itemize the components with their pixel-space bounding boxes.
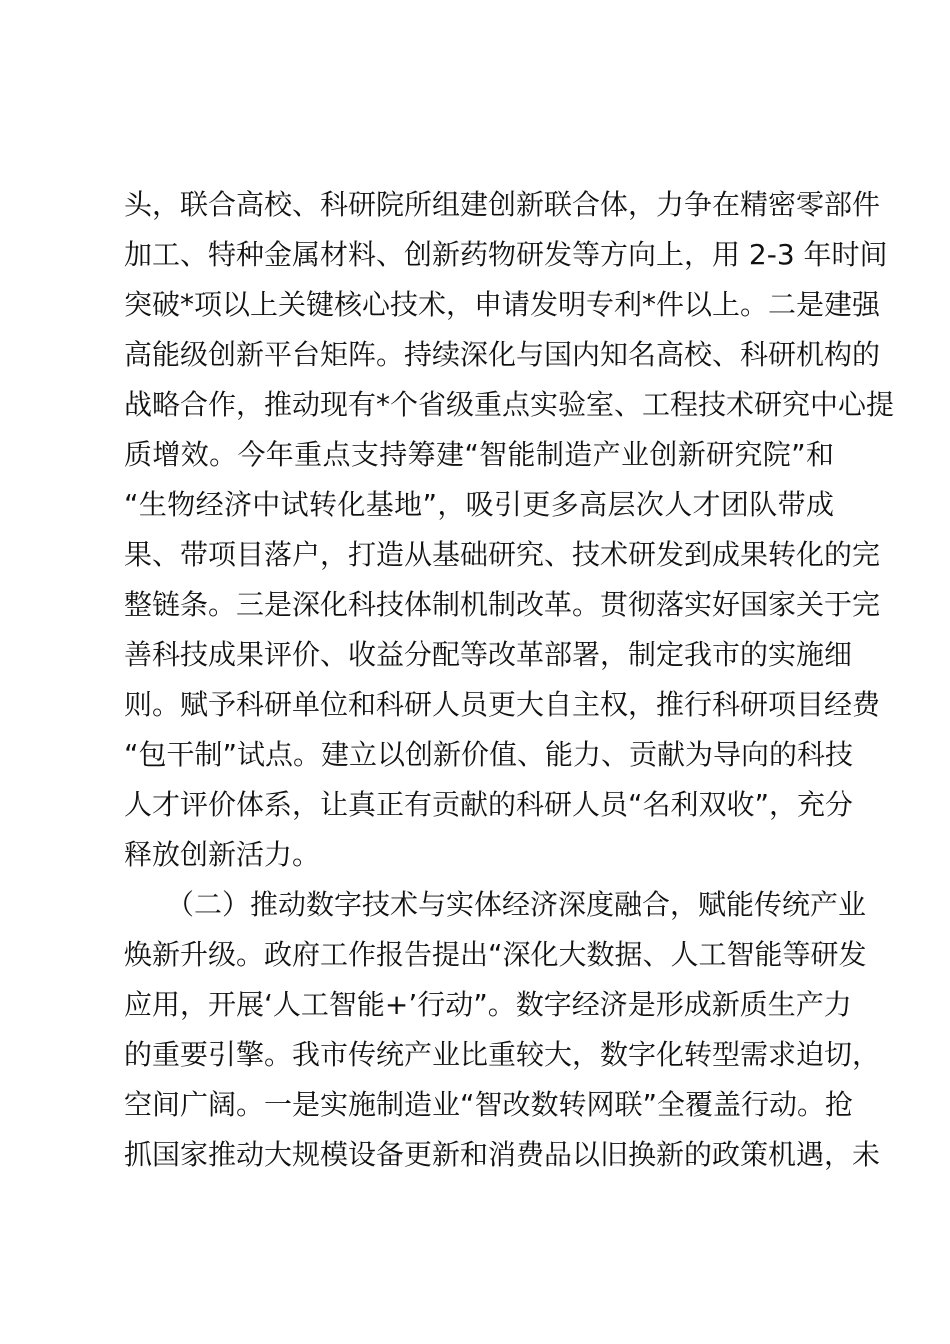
text-line: “包干制”试点。建立以创新价值、能力、贡献为导向的科技 [124, 738, 854, 771]
text-line: 应用，开展‘人工智能+’行动”。数字经济是形成新质生产力 [124, 988, 852, 1021]
text-line: 果、带项目落户，打造从基础研究、技术研发到成果转化的完 [124, 538, 881, 571]
text-line: 人才评价体系，让真正有贡献的科研人员“名利双收”，充分 [124, 788, 854, 821]
text-line: 整链条。三是深化科技体制机制改革。贯彻落实好国家关于完 [124, 588, 881, 621]
text-line: 善科技成果评价、收益分配等改革部署，制定我市的实施细 [124, 638, 853, 671]
text-line: 高能级创新平台矩阵。持续深化与国内知名高校、科研机构的 [124, 338, 881, 371]
text-line: 焕新升级。政府工作报告提出“深化大数据、人工智能等研发 [124, 938, 867, 971]
text-line: 头，联合高校、科研院所组建创新联合体，力争在精密零部件 [124, 188, 881, 221]
text-line: 突破*项以上关键核心技术，申请发明专利*件以上。二是建强 [124, 288, 881, 321]
paragraph-end-line: 释放创新活力。 [124, 838, 321, 871]
section-heading-line: （二）推动数字技术与实体经济深度融合，赋能传统产业 [124, 888, 867, 921]
text-line: 质增效。今年重点支持筹建“智能制造产业创新研究院”和 [124, 438, 834, 471]
text-line: 的重要引擎。我市传统产业比重较大，数字化转型需求迫切， [124, 1038, 881, 1071]
text-line: 空间广阔。一是实施制造业“智改数转网联”全覆盖行动。抢 [124, 1088, 854, 1121]
text-line: 抓国家推动大规模设备更新和消费品以旧换新的政策机遇，未 [124, 1138, 881, 1171]
text-line: 则。赋予科研单位和科研人员更大自主权，推行科研项目经费 [124, 688, 881, 721]
text-line: “生物经济中试转化基地”，吸引更多高层次人才团队带成 [124, 488, 834, 521]
text-line: 战略合作，推动现有*个省级重点实验室、工程技术研究中心提 [124, 388, 895, 421]
document-body [124, 180, 895, 1180]
text-line: 加工、特种金属材料、创新药物研发等方向上，用 2-3 年时间 [124, 238, 888, 271]
